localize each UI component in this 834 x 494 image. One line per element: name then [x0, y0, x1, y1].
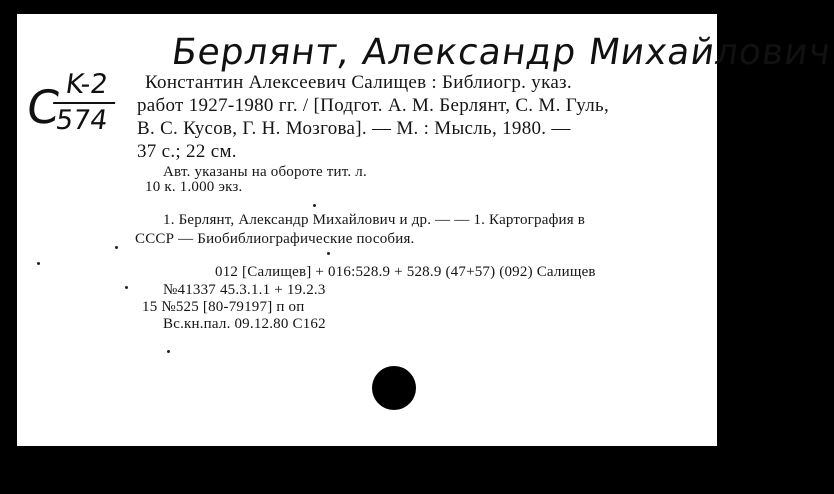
speck [125, 286, 128, 289]
shelfmark-letter: С [23, 80, 64, 134]
author-note: Авт. указаны на обороте тит. л. [163, 164, 367, 180]
tracing-line-2: СССР — Биобиблиографические пособия. [135, 231, 415, 247]
punch-hole [372, 366, 416, 410]
catalog-card [17, 14, 834, 446]
title-line-1 [145, 72, 572, 94]
title-line-4: 37 с.; 22 см. [137, 141, 237, 162]
record-line-3: Вс.кн.пал. 09.12.80 С162 [163, 316, 326, 332]
title-line-2: работ 1927-1980 гг. / [Подгот. А. М. Берлянт, С. М. Гуль, [137, 95, 610, 116]
title-line-3: В. С. Кусов, Г. Н. Мозгова]. — М. : Мысль, 1980. — [137, 118, 571, 139]
record-line-2: 15 №525 [80-79197] п оп [142, 299, 305, 315]
record-line-1: №41337 45.3.1.1 + 19.2.3 [163, 282, 326, 298]
speck [37, 262, 40, 265]
shelfmark-top: K-2 [53, 70, 120, 104]
speck [313, 204, 316, 207]
copies-line: 10 к. 1.000 экз. [145, 179, 243, 195]
title-line-1-text: Константин Алексеевич Салищев : Библиогр. указ. [145, 72, 572, 93]
shelfmark-bottom: 574 [53, 105, 110, 136]
speck [115, 246, 118, 249]
classification-line: 012 [Салищев] + 016:528.9 + 528.9 (47+57) (092) Салищев [215, 264, 596, 280]
speck [167, 350, 170, 353]
handwritten-heading: Берлянт, Александр Михайлович [169, 32, 834, 73]
speck [327, 252, 330, 255]
shelfmark-number [48, 70, 120, 138]
tracing-line-1: 1. Берлянт, Александр Михайлович и др. — — 1. Картография в [163, 212, 586, 228]
